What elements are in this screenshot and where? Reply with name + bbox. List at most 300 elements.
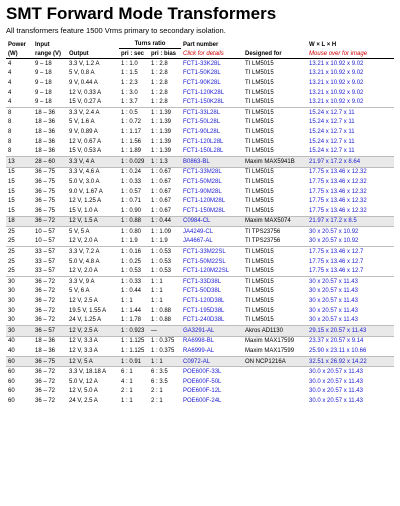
cell-designed-for: TI LM5015 — [245, 298, 274, 305]
cell-pri-sec: 1 : 1.17 — [119, 127, 149, 137]
cell-pri-bias: 1 : 1 — [149, 287, 181, 297]
cell-pri-bias: 1 : 2.8 — [151, 79, 168, 86]
cell-output: 3.3 V, 1.2 A — [67, 59, 119, 69]
cell-pri-bias: 1 : 0.53 — [149, 266, 181, 276]
header-part-number: Part number — [183, 41, 219, 48]
cell-pri-sec: 1 : 0.33 — [119, 277, 149, 287]
cell-output: 3.3 V, 4 A — [67, 156, 119, 167]
cell-pri-bias: 1 : 1.9 — [151, 238, 168, 245]
cell-input: 36 – 75 — [33, 187, 67, 197]
cell-output: 24 V, 2.5 A — [69, 397, 98, 404]
dimensions-link[interactable]: 21.97 x 17.2 x 8.5 — [307, 216, 394, 227]
cell-input: 36 – 57 — [33, 326, 67, 337]
cell-input: 28 – 60 — [33, 156, 67, 167]
cell-power: 25 — [8, 258, 15, 265]
cell-designed-for: TI LM5015 — [245, 178, 274, 185]
cell-input: 36 – 72 — [35, 317, 56, 324]
table-row — [6, 69, 394, 79]
cell-output: 3.3 V, 9 A — [67, 277, 119, 287]
cell-pri-bias: 1 : 0.67 — [149, 187, 181, 197]
dimensions-link[interactable]: 30.0 x 20.57 x 11.43 — [307, 387, 394, 397]
cell-output: 5.0 V, 4.8 A — [69, 258, 100, 265]
cell-designed-for: TI LM5015 — [243, 167, 307, 177]
dimensions-link[interactable]: 15.24 x 12.7 x 11 — [307, 146, 394, 156]
cell-pri-sec: 1 : 1.125 — [119, 336, 149, 346]
part-number-link[interactable]: FCT1-50L28L — [183, 119, 221, 126]
cell-power: 60 — [6, 356, 33, 367]
cell-output: 3.3 V, 18.18 A — [67, 367, 119, 377]
cell-pri-sec: 1 : 1.44 — [119, 306, 149, 316]
cell-designed-for: TI TPS23756 — [243, 227, 307, 237]
part-number-link[interactable]: FCT1-150L28L — [181, 146, 243, 156]
cell-pri-bias: 1 : 2.8 — [149, 88, 181, 98]
cell-output: 9 V, 0.89 A — [67, 127, 119, 137]
cell-pri-sec: 1 : 3.0 — [119, 88, 149, 98]
cell-pri-sec: 1 : 1.125 — [119, 346, 149, 356]
cell-power: 40 — [6, 336, 33, 346]
cell-power: 30 — [6, 287, 33, 297]
header-designed-for: Designed for — [243, 49, 307, 59]
dimensions-link[interactable]: 17.75 x 13.46 x 12.7 — [309, 258, 364, 265]
cell-output: 5 V, 0.8 A — [67, 69, 119, 79]
cell-power: 15 — [6, 187, 33, 197]
cell-pri-bias: 1 : 1.09 — [149, 227, 181, 237]
cell-input: 36 – 75 — [33, 206, 67, 216]
cell-input: 33 – 57 — [35, 258, 56, 265]
cell-power: 25 — [6, 247, 33, 257]
dimensions-link[interactable]: 32.51 x 26.92 x 14.22 — [307, 356, 394, 367]
cell-pri-bias: 1 : 1.39 — [149, 146, 181, 156]
cell-designed-for: TI LM5015 — [243, 247, 307, 257]
cell-pri-bias: 1 : 0.67 — [149, 206, 181, 216]
cell-output: 3.3 V, 2.4 A — [67, 107, 119, 117]
cell-designed-for: Akros AD1130 — [243, 326, 307, 337]
cell-power: 18 — [6, 216, 33, 227]
table-row — [6, 118, 394, 128]
part-number-link[interactable]: POE600F-50L — [183, 378, 222, 385]
part-number-link[interactable]: FCT1-50D38L — [181, 287, 243, 297]
header-input: Input — [35, 41, 50, 48]
header-part-hint: Click for details — [181, 49, 243, 59]
cell-pri-sec: 1 : 1.5 — [119, 69, 149, 79]
table-row — [6, 377, 394, 387]
part-number-link[interactable]: FCT1-120D38L — [183, 298, 225, 305]
cell-power: 30 — [8, 298, 15, 305]
table-row — [6, 356, 394, 367]
cell-input: 18 – 36 — [33, 336, 67, 346]
table-row — [6, 396, 394, 406]
cell-power: 4 — [8, 99, 12, 106]
cell-power: 8 — [8, 138, 12, 145]
cell-designed-for: TI LM5015 — [245, 138, 274, 145]
cell-pri-sec: 1 : 1 — [121, 298, 133, 305]
cell-pri-bias: 1 : 1.39 — [151, 138, 172, 145]
table-row — [6, 247, 394, 257]
dimensions-link[interactable]: 13.21 x 10.92 x 9.02 — [307, 69, 394, 79]
cell-input: 36 – 75 — [35, 178, 56, 185]
cell-input: 36 – 72 — [35, 397, 56, 404]
dimensions-link[interactable]: 30 x 20.57 x 11.43 — [307, 277, 394, 287]
part-number-link[interactable]: JA4667-AL — [183, 238, 213, 245]
cell-pri-sec: 1 : 0.25 — [121, 258, 142, 265]
cell-pri-bias: 1 : 1 — [151, 298, 163, 305]
table-row — [6, 78, 394, 88]
part-number-link[interactable]: FCT1-50M28L — [183, 178, 222, 185]
cell-pri-sec: 1 : 1 — [121, 397, 133, 404]
cell-pri-sec: 4 : 1 — [121, 378, 133, 385]
cell-pri-sec: 1 : 0.88 — [119, 216, 149, 227]
part-number-link[interactable]: FCT1-50M22SL — [183, 258, 226, 265]
cell-pri-bias: 1 : 0.67 — [151, 198, 172, 205]
cell-input: 36 – 75 — [33, 167, 67, 177]
cell-power: 60 — [8, 397, 15, 404]
part-number-link[interactable]: POE600F-12L — [181, 387, 243, 397]
cell-pri-bias: 2 : 1 — [151, 397, 163, 404]
cell-input: 36 – 72 — [33, 287, 67, 297]
cell-input: 33 – 57 — [33, 247, 67, 257]
dimensions-link[interactable]: 15.24 x 12.7 x 11 — [307, 127, 394, 137]
cell-input: 36 – 72 — [33, 387, 67, 397]
table-row — [6, 227, 394, 237]
cell-output: 12 V, 3.3 A — [67, 346, 119, 356]
cell-designed-for: TI LM5015 — [243, 146, 307, 156]
table-row — [6, 387, 394, 397]
cell-pri-bias: 1 : 1.39 — [149, 127, 181, 137]
cell-output: 5 V, 1.6 A — [69, 119, 95, 126]
cell-pri-bias: 6 : 3.5 — [151, 378, 168, 385]
cell-output: 19.5 V, 1.55 A — [67, 306, 119, 316]
cell-pri-bias: 1 : 0.67 — [151, 178, 172, 185]
dimensions-link[interactable]: 17.75 x 13.46 x 12.32 — [307, 206, 394, 216]
table-row — [6, 146, 394, 156]
cell-designed-for: TI LM5015 — [243, 287, 307, 297]
cell-power: 4 — [6, 88, 33, 98]
cell-pri-bias: 1 : 0.88 — [149, 306, 181, 316]
part-number-link[interactable]: FCT1-150M28L — [181, 206, 243, 216]
cell-power: 15 — [6, 206, 33, 216]
header-dims: W × L × H — [309, 41, 337, 48]
cell-pri-bias: 1 : 0.67 — [149, 167, 181, 177]
cell-input: 9 – 18 — [35, 79, 52, 86]
cell-power: 30 — [6, 277, 33, 287]
part-number-link[interactable]: FCT1-50K28L — [181, 69, 243, 79]
cell-designed-for: TI LM5015 — [243, 69, 307, 79]
cell-designed-for: TI LM5015 — [243, 266, 307, 276]
cell-designed-for: ON NCP1216A — [243, 356, 307, 367]
cell-power: 8 — [6, 146, 33, 156]
cell-power: 25 — [8, 238, 15, 245]
part-number-link[interactable]: FCT1-33D38L — [181, 277, 243, 287]
table-row — [6, 237, 394, 247]
header-output: Output — [67, 49, 119, 59]
cell-pri-bias: 1 : 0.375 — [149, 336, 181, 346]
cell-output: 15 V, 1.0 A — [67, 206, 119, 216]
cell-input: 36 – 72 — [33, 306, 67, 316]
part-number-link[interactable]: POE600F-33L — [181, 367, 243, 377]
dimensions-link[interactable]: 17.75 x 13.46 x 12.7 — [307, 247, 394, 257]
cell-designed-for: Maxim MAX5074 — [243, 216, 307, 227]
cell-power: 60 — [6, 367, 33, 377]
dimensions-link[interactable]: 21.97 x 17.2 x 8.64 — [307, 156, 394, 167]
cell-pri-bias: 1 : 0.53 — [149, 247, 181, 257]
dimensions-link[interactable]: 15.24 x 12.7 x 11 — [307, 107, 394, 117]
cell-output: 5 V, 6 A — [67, 287, 119, 297]
part-number-link[interactable]: FCT1-150K28L — [183, 99, 225, 106]
cell-pri-bias: 6 : 3.5 — [149, 367, 181, 377]
header-pri-bias: pri : bias — [149, 49, 181, 59]
dimensions-link[interactable]: 15.24 x 12.7 x 11 — [309, 138, 355, 145]
cell-designed-for: TI LM5015 — [243, 127, 307, 137]
table-row — [6, 107, 394, 117]
dimensions-link[interactable]: 13.21 x 10.92 x 9.02 — [309, 79, 364, 86]
part-number-link[interactable]: FCT1-33K28L — [181, 59, 243, 69]
cell-input: 33 – 57 — [33, 266, 67, 276]
cell-pri-sec: 1 : 1.78 — [121, 317, 142, 324]
dimensions-link[interactable]: 30.0 x 20.57 x 11.43 — [307, 367, 394, 377]
transformer-table — [6, 39, 394, 406]
part-number-link[interactable]: FCT1-120K28L — [181, 88, 243, 98]
cell-input: 36 – 72 — [33, 367, 67, 377]
cell-power: 15 — [8, 178, 15, 185]
table-body — [6, 59, 394, 406]
part-number-link[interactable]: FCT1-120M22SL — [181, 266, 243, 276]
table-row — [6, 187, 394, 197]
cell-output: 3.3 V, 7.2 A — [67, 247, 119, 257]
cell-output: 12 V, 2.5 A — [69, 298, 98, 305]
part-number-link[interactable]: POE600F-24L — [183, 397, 222, 404]
cell-designed-for: TI LM5015 — [243, 277, 307, 287]
cell-pri-sec: 1 : 0.91 — [119, 356, 149, 367]
cell-pri-sec: 1 : 1.0 — [119, 59, 149, 69]
cell-designed-for: TI LM5015 — [243, 59, 307, 69]
cell-power: 13 — [6, 156, 33, 167]
dimensions-link[interactable]: 17.75 x 13.46 x 12.32 — [307, 187, 394, 197]
part-number-link[interactable]: C0972-AL — [181, 356, 243, 367]
dimensions-link[interactable]: 30 x 20.57 x 11.43 — [309, 298, 358, 305]
dimensions-link[interactable]: 30 x 20.57 x 11.43 — [307, 287, 394, 297]
cell-power: 40 — [6, 346, 33, 356]
dimensions-link[interactable]: 17.75 x 13.46 x 12.7 — [307, 266, 394, 276]
cell-input: 36 – 72 — [33, 277, 67, 287]
dimensions-link[interactable]: 17.75 x 13.46 x 12.32 — [309, 178, 367, 185]
dimensions-link[interactable]: 29.15 x 20.57 x 11.43 — [307, 326, 394, 337]
cell-power: 4 — [6, 59, 33, 69]
cell-designed-for: TI LM5015 — [245, 317, 274, 324]
cell-input: 9 – 18 — [33, 69, 67, 79]
cell-pri-bias: 1 : 0.44 — [149, 216, 181, 227]
part-number-link[interactable]: JA4249-CL — [181, 227, 243, 237]
cell-pri-bias: 1 : 0.53 — [151, 258, 172, 265]
cell-designed-for: TI LM5015 — [245, 119, 274, 126]
cell-output: 12 V, 3.3 A — [67, 336, 119, 346]
part-number-link[interactable]: FCT1-33L28L — [181, 107, 243, 117]
part-number-link[interactable]: FCT1-120L28L — [183, 138, 224, 145]
cell-pri-sec: 1 : 0.923 — [119, 326, 149, 337]
cell-designed-for: TI LM5015 — [245, 79, 274, 86]
table-row — [6, 216, 394, 227]
cell-output: 12 V, 2.5 A — [67, 326, 119, 337]
part-number-link[interactable]: FCT1-90L28L — [181, 127, 243, 137]
table-row — [6, 315, 394, 325]
table-row — [6, 257, 394, 267]
cell-designed-for: TI LM5015 — [243, 206, 307, 216]
cell-pri-bias: 1 : 0.88 — [151, 317, 172, 324]
part-number-link[interactable]: FCT1-90M28L — [181, 187, 243, 197]
table-row — [6, 59, 394, 69]
table-row — [6, 196, 394, 206]
dimensions-link[interactable]: 30 x 20.57 x 10.92 — [307, 227, 394, 237]
page-subtitle: All transformers feature 1500 Vrms primary to secondary isolation. — [6, 26, 226, 35]
cell-designed-for: TI LM5015 — [243, 107, 307, 117]
cell-output: 12 V, 1.5 A — [67, 216, 119, 227]
dimensions-link[interactable]: 13.21 x 10.92 x 9.02 — [309, 99, 364, 106]
cell-output: 12 V, 0.67 A — [69, 138, 102, 145]
cell-power: 60 — [6, 387, 33, 397]
dimensions-link[interactable]: 15.24 x 12.7 x 11 — [309, 119, 355, 126]
table-row — [6, 287, 394, 297]
table-row — [6, 277, 394, 287]
cell-power: 25 — [6, 266, 33, 276]
table-row — [6, 296, 394, 306]
cell-pri-sec: 1 : 1.9 — [121, 238, 138, 245]
cell-pri-bias: 1 : 1 — [149, 277, 181, 287]
header-power-unit: (W) — [6, 49, 33, 59]
cell-pri-sec: 1 : 0.24 — [119, 167, 149, 177]
part-number-link[interactable]: FCT1-120M28L — [183, 198, 226, 205]
part-number-link[interactable]: GA3291-AL — [181, 326, 243, 337]
cell-pri-bias: — — [149, 326, 181, 337]
cell-input: 36 – 72 — [33, 216, 67, 227]
part-number-link[interactable]: C0984-CL — [181, 216, 243, 227]
cell-power: 8 — [6, 127, 33, 137]
cell-pri-sec: 1 : 0.72 — [121, 119, 142, 126]
cell-pri-sec: 1 : 2.3 — [121, 79, 138, 86]
part-number-link[interactable]: FCT1-90K28L — [183, 79, 221, 86]
cell-input: 18 – 36 — [33, 127, 67, 137]
part-number-link[interactable]: B0863-BL — [181, 156, 243, 167]
cell-pri-sec: 1 : 0.71 — [121, 198, 142, 205]
cell-pri-sec: 1 : 3.7 — [121, 99, 138, 106]
part-number-link[interactable]: FCT1-195D38L — [181, 306, 243, 316]
table-row — [6, 266, 394, 276]
cell-output: 12 V, 5.0 A — [67, 387, 119, 397]
cell-pri-bias: 1 : 2.8 — [149, 59, 181, 69]
table-row — [6, 336, 394, 346]
dimensions-link[interactable]: 30.0 x 20.57 x 11.43 — [309, 397, 363, 404]
cell-power: 4 — [8, 79, 12, 86]
dimensions-link[interactable]: 30 x 20.57 x 11.43 — [307, 306, 394, 316]
cell-pri-bias: 1 : 1.39 — [151, 119, 172, 126]
cell-input: 18 – 36 — [35, 138, 56, 145]
table-row — [6, 88, 394, 98]
header-pri-sec: pri : sec — [119, 49, 149, 59]
cell-output: 12 V, 5 A — [67, 356, 119, 367]
dimensions-link[interactable]: 13.21 x 10.92 x 9.02 — [307, 59, 394, 69]
cell-designed-for: Maxim MAX5941B — [243, 156, 307, 167]
dimensions-link[interactable]: 17.75 x 13.46 x 12.32 — [309, 198, 367, 205]
cell-pri-bias: 1 : 1.39 — [149, 107, 181, 117]
cell-pri-sec: 6 : 1 — [119, 367, 149, 377]
part-number-link[interactable]: FCT1-33M22SL — [181, 247, 243, 257]
cell-output: 15 V, 0.53 A — [67, 146, 119, 156]
cell-power: 8 — [6, 107, 33, 117]
cell-input: 36 – 75 — [35, 198, 56, 205]
cell-output: 9 V, 0.44 A — [69, 79, 98, 86]
header-power: Power — [8, 41, 27, 48]
cell-designed-for: TI LM5015 — [243, 88, 307, 98]
cell-pri-bias: 1 : 1 — [149, 356, 181, 367]
cell-power: 60 — [8, 378, 15, 385]
cell-input: 10 – 57 — [35, 238, 56, 245]
cell-input: 18 – 36 — [33, 146, 67, 156]
table-row — [6, 167, 394, 177]
part-number-link[interactable]: FCT1-33M28L — [181, 167, 243, 177]
cell-output: 12 V, 0.33 A — [67, 88, 119, 98]
cell-power: 15 — [6, 167, 33, 177]
table-row — [6, 206, 394, 216]
part-number-link[interactable]: RA6999-AL — [181, 346, 243, 356]
cell-power: 25 — [6, 227, 33, 237]
cell-designed-for: TI LM5015 — [245, 198, 274, 205]
cell-pri-sec: 1 : 1.89 — [119, 146, 149, 156]
cell-pri-bias: 1 : 2.8 — [149, 69, 181, 79]
cell-input: 18 – 36 — [35, 119, 56, 126]
dimensions-link[interactable]: 17.75 x 13.46 x 12.32 — [307, 167, 394, 177]
cell-input: 18 – 36 — [33, 107, 67, 117]
dimensions-link[interactable]: 30.0 x 20.57 x 11.43 — [309, 378, 363, 385]
cell-output: 24 V, 1.25 A — [69, 317, 102, 324]
cell-pri-sec: 1 : 0.44 — [119, 287, 149, 297]
cell-pri-bias: 1 : 0.375 — [149, 346, 181, 356]
cell-output: 5.0 V, 3.0 A — [69, 178, 100, 185]
cell-designed-for: Maxim MAX17599 — [243, 346, 307, 356]
part-number-link[interactable]: RA6998-BL — [181, 336, 243, 346]
cell-designed-for — [243, 367, 307, 377]
cell-power: 8 — [8, 119, 12, 126]
cell-output: 5.0 V, 12 A — [69, 378, 98, 385]
header-input-unit: range (V) — [33, 49, 67, 59]
dimensions-link[interactable]: 25.90 x 23.11 x 10.66 — [307, 346, 394, 356]
header-turns-ratio: Turns ratio — [119, 39, 181, 49]
cell-power: 30 — [6, 306, 33, 316]
dimensions-link[interactable]: 30 x 20.57 x 10.92 — [309, 238, 359, 245]
dimensions-link[interactable]: 23.37 x 20.57 x 9.14 — [307, 336, 394, 346]
cell-designed-for: TI LM5015 — [243, 187, 307, 197]
table-row — [6, 137, 394, 147]
cell-input: 36 – 72 — [35, 298, 56, 305]
cell-output: 15 V, 0.27 A — [69, 99, 102, 106]
cell-input: 36 – 72 — [35, 378, 56, 385]
cell-designed-for — [243, 377, 307, 387]
cell-pri-sec: 1 : 0.90 — [119, 206, 149, 216]
cell-power: 4 — [6, 69, 33, 79]
table-row — [6, 156, 394, 167]
cell-designed-for: TI LM5015 — [245, 258, 274, 265]
cell-power: 30 — [8, 317, 15, 324]
cell-pri-sec: 1 : 0.33 — [121, 178, 142, 185]
page-title: SMT Forward Mode Transformers — [6, 4, 277, 23]
dimensions-link[interactable]: 30 x 20.57 x 11.43 — [309, 317, 358, 324]
cell-pri-bias: 1 : 2.8 — [151, 99, 168, 106]
dimensions-link[interactable]: 13.21 x 10.92 x 9.02 — [307, 88, 394, 98]
cell-pri-sec: 1 : 0.80 — [119, 227, 149, 237]
cell-output: 12 V, 1.25 A — [69, 198, 102, 205]
part-number-link[interactable]: FCT1-240D38L — [183, 317, 225, 324]
cell-pri-sec: 2 : 1 — [119, 387, 149, 397]
table-row — [6, 177, 394, 187]
cell-input: 10 – 57 — [33, 227, 67, 237]
cell-output: 12 V, 2.0 A — [69, 238, 98, 245]
